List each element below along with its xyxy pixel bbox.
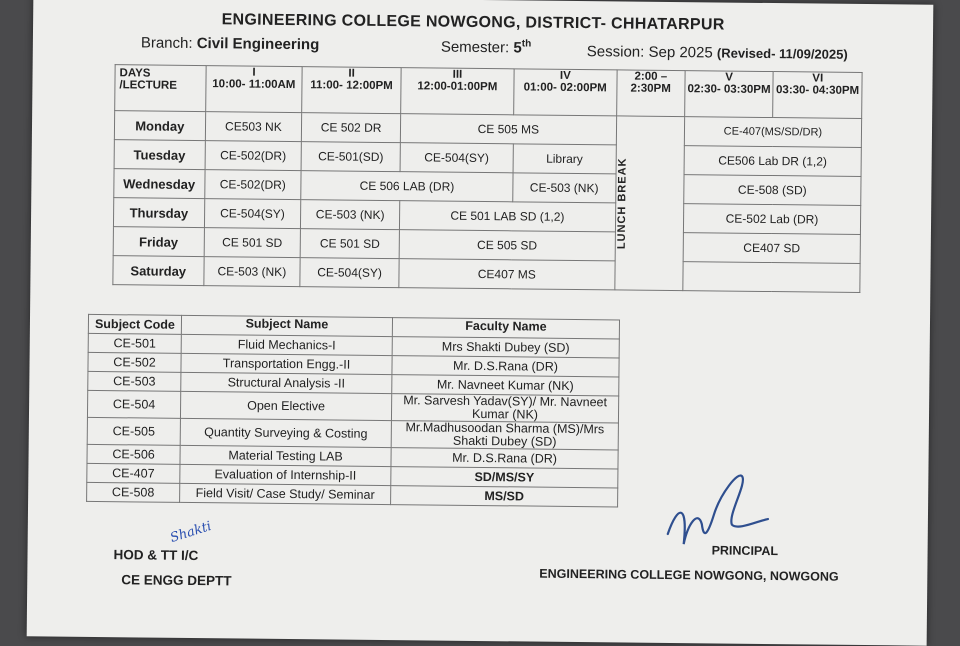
cell: CE-501(SD) [301, 142, 400, 172]
cell: CE 505 SD [399, 230, 615, 261]
subject-code-cell: CE-503 [88, 371, 181, 391]
day-label: Saturday [113, 256, 204, 286]
principal-college: ENGINEERING COLLEGE NOWGONG, NOWGONG [539, 566, 839, 584]
subject-name-cell: Evaluation of Internship-II [180, 464, 391, 485]
cell: CE 502 DR [302, 113, 401, 143]
cell: CE-504(SY) [400, 143, 513, 173]
period-3-num: III [452, 68, 463, 81]
branch-value: Civil Engineering [196, 35, 320, 54]
subject-faculty-cell: Mr. Navneet Kumar (NK) [392, 375, 619, 396]
subject-code-cell: CE-508 [87, 482, 180, 502]
lunch-break-label: LUNCH BREAK [615, 157, 629, 249]
cell: CE-504(SY) [204, 199, 301, 229]
cell: CE-502 Lab (DR) [683, 204, 860, 235]
subject-name-cell: Structural Analysis -II [181, 372, 392, 393]
period-6-time: 03:30- 04:30PM [775, 84, 860, 97]
day-label: Friday [113, 227, 204, 257]
day-label: Monday [114, 111, 205, 141]
subject-name-header: Subject Name [181, 315, 392, 336]
college-title: ENGINEERING COLLEGE NOWGONG, DISTRICT- CHHATARPUR [221, 11, 725, 34]
period-4-header [514, 69, 617, 116]
period-5-header [684, 71, 773, 118]
subject-faculty-cell: Mr. Sarvesh Yadav(SY)/ Mr. Navneet Kumar (NK) [391, 394, 618, 423]
period-6-num: VI [812, 72, 824, 85]
revised-date: (Revised- 11/09/2025) [716, 45, 848, 62]
subject-code-cell: CE-501 [88, 333, 181, 353]
period-3-header [401, 68, 514, 115]
subject-name-cell: Field Visit/ Case Study/ Seminar [180, 483, 391, 504]
hod-dept: CE ENGG DEPTT [121, 572, 232, 589]
subject-faculty-cell: SD/MS/SY [391, 467, 618, 488]
semester-value: 5 [513, 39, 522, 57]
cell: CE407 MS [399, 259, 615, 290]
faculty-name-header: Faculty Name [392, 318, 619, 339]
subject-faculty-cell: Mrs Shakti Dubey (SD) [392, 337, 619, 358]
semester [441, 38, 532, 57]
cell: CE503 NK [205, 112, 302, 142]
cell: CE 501 LAB SD (1,2) [399, 201, 615, 232]
branch [141, 34, 320, 53]
day-label: Thursday [113, 198, 204, 228]
cell: CE-407(MS/SD/DR) [684, 117, 861, 148]
subject-name-cell: Transportation Engg.-II [181, 353, 392, 374]
hod-title: HOD & TT I/C [113, 547, 199, 564]
timetable [112, 64, 862, 293]
cell: CE 505 MS [400, 114, 616, 145]
cell: CE-503 (NK) [513, 173, 616, 203]
period-4-num: IV [559, 69, 571, 82]
period-6-header [773, 72, 862, 119]
cell: CE-504(SY) [300, 258, 399, 288]
subject-name-cell: Open Elective [180, 391, 391, 420]
principal-signature [658, 464, 779, 555]
period-1-time: 10:00- 11:00AM [212, 78, 296, 92]
period-5-num: V [725, 71, 734, 84]
subject-code-cell: CE-506 [87, 444, 180, 464]
subject-faculty-cell: Mr. D.S.Rana (DR) [392, 356, 619, 377]
cell: CE506 Lab DR (1,2) [684, 146, 861, 177]
cell: CE-502(DR) [205, 141, 302, 171]
subject-table [86, 314, 620, 508]
subject-faculty-cell: MS/SD [391, 486, 618, 507]
meta-row [140, 34, 901, 62]
hod-signature: Shakti [168, 519, 214, 546]
session [587, 43, 848, 63]
cell: CE-508 (SD) [684, 175, 861, 206]
cell [683, 262, 860, 293]
period-2-num: II [348, 67, 355, 80]
cell: CE 501 SD [204, 228, 301, 258]
lunch-time: 2:00 – 2:30PM [630, 70, 671, 95]
timetable-sheet [27, 0, 934, 646]
period-1-num: I [252, 66, 256, 79]
days-lecture-header: DAYS /LECTURE [115, 65, 206, 112]
day-label: Wednesday [114, 169, 205, 199]
subject-name-cell: Fluid Mechanics-I [181, 334, 392, 355]
cell: Library [513, 144, 616, 174]
semester-sup: th [521, 38, 532, 50]
lunch-break-cell [614, 116, 684, 291]
cell: CE 501 SD [300, 229, 399, 259]
principal-title: PRINCIPAL [711, 543, 779, 559]
period-2-header [302, 67, 401, 114]
period-4-time: 01:00- 02:00PM [523, 81, 607, 95]
period-5-time: 02:30- 03:30PM [687, 83, 771, 97]
cell: CE-503 (NK) [203, 257, 300, 287]
subject-name-cell: Quantity Surveying & Costing [180, 418, 391, 447]
header [73, 10, 873, 36]
subject-faculty-cell: Mr. D.S.Rana (DR) [391, 448, 618, 469]
day-label: Tuesday [114, 140, 205, 170]
branch-label: Branch: [140, 34, 193, 52]
cell: CE 506 LAB (DR) [301, 171, 513, 202]
subject-code-cell: CE-505 [87, 417, 180, 445]
subject-code-cell: CE-407 [87, 463, 180, 483]
period-3-time: 12:00-01:00PM [417, 80, 498, 94]
session-value: Session: Sep 2025 [586, 43, 713, 62]
subject-code-cell: CE-504 [87, 390, 180, 418]
cell: CE-502(DR) [204, 170, 301, 200]
period-2-time: 11:00- 12:00PM [310, 79, 393, 93]
cell: CE407 SD [683, 233, 860, 264]
cell: CE-503 (NK) [301, 200, 400, 230]
subject-name-cell: Material Testing LAB [180, 445, 391, 466]
subject-faculty-cell: Mr.Madhusoodan Sharma (MS)/Mrs Shakti Dubey (SD) [391, 421, 618, 450]
semester-label: Semester: [440, 38, 510, 57]
subject-code-header: Subject Code [88, 314, 181, 334]
subject-code-cell: CE-502 [88, 352, 181, 372]
timetable-header-row [115, 65, 862, 119]
period-1-header [205, 66, 302, 113]
lunch-time-header [616, 70, 685, 117]
